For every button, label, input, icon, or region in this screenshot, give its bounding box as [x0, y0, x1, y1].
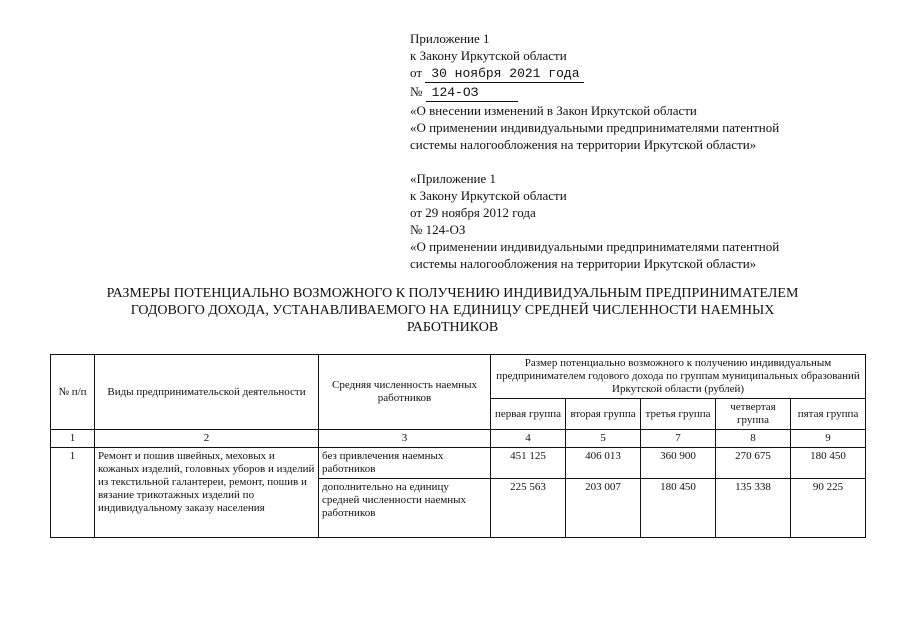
row-value: 406 013 [566, 448, 641, 479]
column-number: 4 [491, 430, 566, 448]
amendment-date: 30 ноября 2021 года [425, 65, 583, 83]
amendment-date-line: от 30 ноября 2021 года [410, 64, 890, 83]
amendment-title: «О применении индивидуальными предпринимателями патентной [410, 120, 780, 135]
original-line: «Приложение 1 [410, 171, 497, 186]
amendment-line: к Закону Иркутской области [410, 48, 567, 63]
row-activity: Ремонт и пошив швейных, меховых и кожаных изделий, головных уборов и изделий из текстильной галантереи, ремонт, пошив и вязание трикотажных изделий по индивидуальному заказу населения [95, 448, 319, 538]
row-value: 90 225 [791, 479, 866, 538]
header-group-1: первая группа [491, 399, 566, 430]
column-number: 5 [566, 430, 641, 448]
column-number: 1 [51, 430, 95, 448]
header-num: № п/п [51, 355, 95, 430]
row-value: 180 450 [641, 479, 716, 538]
header-employees: Средняя численность наемных работников [319, 355, 491, 430]
original-line: к Закону Иркутской области [410, 188, 567, 203]
original-line: № 124-ОЗ [410, 222, 466, 237]
amendment-title: системы налогообложения на территории Иркутской области» [410, 137, 757, 152]
row-value: 451 125 [491, 448, 566, 479]
row-employees: без привлечения наемных работников [319, 448, 491, 479]
row-num: 1 [51, 448, 95, 538]
amendment-number: 124-ОЗ [426, 84, 519, 102]
header-income: Размер потенциально возможного к получению индивидуальным предпринимателем годового дохода по группам муниципальных образований Иркутской области (рублей) [491, 355, 866, 399]
header-group-2: вторая группа [566, 399, 641, 430]
column-number: 8 [716, 430, 791, 448]
header-group-5: пятая группа [791, 399, 866, 430]
header-group-3: третья группа [641, 399, 716, 430]
document-title: РАЗМЕРЫ ПОТЕНЦИАЛЬНО ВОЗМОЖНОГО К ПОЛУЧЕНИЮ ИНДИВИДУАЛЬНЫМ ПРЕДПРИНИМАТЕЛЕМ ГОДОВОГО ДОХОДА, УСТАНАВЛИВАЕМОГО НА ЕДИНИЦУ СРЕДНЕЙ ЧИСЛЕННОСТИ НАЕМНЫХ РАБОТНИКОВ [106, 286, 799, 335]
amendment-number-line: № 124-ОЗ [410, 83, 890, 102]
column-number: 7 [641, 430, 716, 448]
header-activity: Виды предпринимательской деятельности [95, 355, 319, 430]
column-number: 2 [95, 430, 319, 448]
income-table [50, 354, 866, 538]
row-value: 270 675 [716, 448, 791, 479]
original-line: системы налогообложения на территории Иркутской области» [410, 256, 757, 271]
row-value: 225 563 [491, 479, 566, 538]
column-number: 9 [791, 430, 866, 448]
appendix-block [410, 30, 890, 272]
row-value: 360 900 [641, 448, 716, 479]
row-employees: дополнительно на единицу средней численности наемных работников [319, 479, 491, 538]
original-line: «О применении индивидуальными предпринимателями патентной [410, 239, 780, 254]
row-value: 180 450 [791, 448, 866, 479]
column-number: 3 [319, 430, 491, 448]
amendment-line: Приложение 1 [410, 31, 490, 46]
row-value: 203 007 [566, 479, 641, 538]
header-group-4: четвертая группа [716, 399, 791, 430]
column-number-row [51, 430, 866, 448]
row-value: 135 338 [716, 479, 791, 538]
original-line: от 29 ноября 2012 года [410, 205, 536, 220]
amendment-title: «О внесении изменений в Закон Иркутской области [410, 103, 697, 118]
table-row [51, 448, 866, 479]
